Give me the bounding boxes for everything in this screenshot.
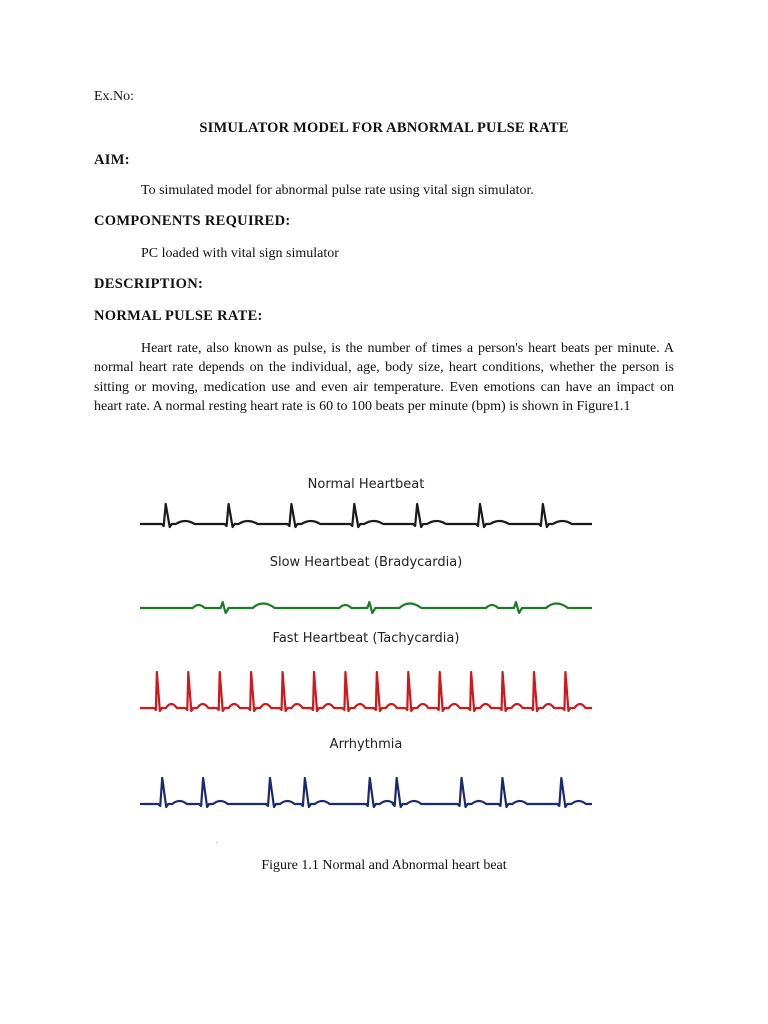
ecg-trace-arrhythmia: [140, 770, 592, 810]
description-heading: DESCRIPTION:: [94, 276, 204, 292]
ecg-waveform: [140, 672, 592, 711]
ecg-label-fast: Fast Heartbeat (Tachycardia): [272, 631, 460, 646]
aim-heading: AIM:: [94, 152, 130, 168]
ecg-trace-slow: [140, 582, 592, 614]
ecg-waveform: [140, 504, 592, 527]
components-heading: COMPONENTS REQUIRED:: [94, 213, 291, 229]
heartbeat-figure: [140, 468, 592, 818]
ecg-waveform: [140, 602, 592, 613]
exercise-number: Ex.No:: [94, 89, 135, 104]
ecg-label-slow: Slow Heartbeat (Bradycardia): [269, 555, 463, 570]
normal-pulse-heading: NORMAL PULSE RATE:: [94, 308, 263, 324]
normal-pulse-paragraph: Heart rate, also known as pulse, is the number of times a person's heart beats per minute. A normal heart rate depends on the individual, age, body size, heart conditions, whether the person is sitting or moving, medication use and even air temperature. Even emotions can have an impact on heart rate. A normal resting heart rate is 60 to 100 beats per minute (bpm) is shown in Figure1.1: [94, 341, 674, 414]
figure-caption: Figure 1.1 Normal and Abnormal heart beat: [261, 858, 507, 873]
ecg-label-arrhythmia: Arrhythmia: [329, 737, 403, 752]
stray-dot: .: [216, 836, 218, 845]
ecg-trace-fast: [140, 664, 592, 714]
ecg-waveform: [140, 778, 592, 807]
aim-text: To simulated model for abnormal pulse rate using vital sign simulator.: [141, 183, 534, 198]
ecg-label-normal: Normal Heartbeat: [307, 477, 425, 492]
document-title: SIMULATOR MODEL FOR ABNORMAL PULSE RATE: [199, 120, 569, 136]
components-text: PC loaded with vital sign simulator: [141, 246, 339, 261]
ecg-trace-normal: [140, 498, 592, 530]
